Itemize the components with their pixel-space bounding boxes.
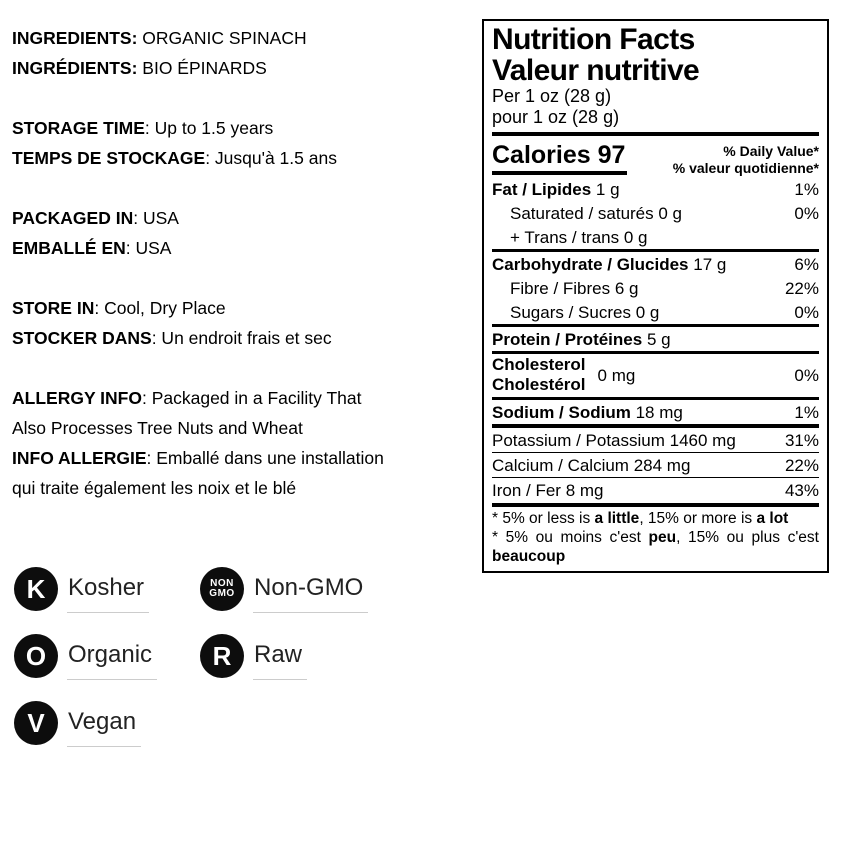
nutrient-row-protein (492, 324, 819, 351)
info-label: ALLERGY INFO (12, 388, 142, 408)
nutrient-name: Fat / Lipides 1 g (492, 179, 620, 199)
info-label: STORAGE TIME (12, 118, 145, 138)
nutrition-facts-panel (482, 19, 829, 573)
info-value: : Up to 1.5 years (144, 118, 274, 138)
info-label: INGRÉDIENTS: (12, 58, 138, 78)
nutrient-dv: 1% (794, 179, 819, 199)
nutrient-row-cholesterol (492, 351, 819, 397)
packaged-in-line-fr (12, 233, 478, 263)
info-value: : Un endroit frais et sec (151, 328, 332, 348)
dv-header-fr: % valeur quotidienne* (672, 160, 819, 176)
store-in-line-fr (12, 323, 478, 353)
nft-title-en: Nutrition Facts (492, 23, 695, 56)
info-value: : Jusqu'à 1.5 ans (205, 148, 337, 168)
storage-time-line-en (12, 113, 478, 143)
nutrient-row-iron (492, 477, 819, 502)
calories-row (492, 138, 819, 177)
nutrient-row-sugars (492, 300, 819, 324)
nutrient-dv: 1% (794, 402, 819, 422)
info-value: BIO ÉPINARDS (137, 58, 267, 78)
info-label: INGREDIENTS: (12, 28, 138, 48)
nutrient-name: Potassium / Potassium 1460 mg (492, 430, 736, 450)
ingredients-line-en (12, 23, 478, 53)
badge-label: Organic (67, 641, 157, 680)
info-label: EMBALLÉ EN (12, 238, 126, 258)
nutrient-row-trans (492, 225, 819, 249)
badge-non-gmo (200, 566, 368, 612)
store-in-line-en (12, 293, 478, 323)
daily-value-header (673, 141, 819, 177)
badge-vegan (14, 700, 200, 746)
allergy-info-wrap-fr (12, 473, 478, 503)
nutrient-row-saturated (492, 201, 819, 225)
info-value: : USA (125, 238, 172, 258)
packaged-in-line-en (12, 203, 478, 233)
badge-label: Kosher (67, 574, 149, 613)
nutrient-row-potassium (492, 424, 819, 452)
info-value: Also Processes Tree Nuts and Wheat (12, 418, 303, 438)
nutrient-amount: 0 mg (597, 365, 636, 385)
badge-kosher (14, 566, 200, 612)
info-label: INFO ALLERGIE (12, 448, 147, 468)
allergy-info-line-en (12, 383, 478, 413)
info-value: : Emballé dans une installation (146, 448, 384, 468)
nutrient-name: Iron / Fer 8 mg (492, 480, 604, 500)
info-value: ORGANIC SPINACH (137, 28, 307, 48)
allergy-info-wrap-en (12, 413, 478, 443)
nutrient-dv: 22% (784, 455, 819, 475)
nutrient-name: Sodium / Sodium 18 mg (492, 402, 683, 422)
nutrient-row-carbohydrate (492, 249, 819, 276)
ingredients-line-fr (12, 53, 478, 83)
info-value: : Packaged in a Facility That (141, 388, 362, 408)
calories-number: 97 (597, 141, 626, 169)
badge-organic (14, 633, 200, 679)
nutrient-name: Protein / Protéines 5 g (492, 329, 671, 349)
serving-size-en: Per 1 oz (28 g) (492, 86, 612, 106)
nutrient-dv: 31% (784, 430, 819, 450)
nutrient-name: Carbohydrate / Glucides 17 g (492, 254, 727, 274)
nft-title-fr: Valeur nutritive (492, 54, 700, 87)
badge-label: Non-GMO (253, 574, 368, 613)
nutrient-dv: 0% (794, 365, 819, 385)
info-label: STOCKER DANS (12, 328, 152, 348)
raw-icon: R (200, 634, 244, 678)
footnote-en: * 5% or less is a little, 15% or more is a lot (492, 510, 789, 527)
info-value: : USA (133, 208, 179, 228)
nutrient-name: Sugars / Sucres 0 g (510, 302, 660, 322)
thick-divider (492, 132, 819, 136)
nutrient-dv: 0% (794, 302, 819, 322)
badge-label: Raw (253, 641, 307, 680)
nutrient-row-fat (492, 177, 819, 201)
serving-size-fr: pour 1 oz (28 g) (492, 107, 620, 127)
nutrient-dv: 6% (794, 254, 819, 274)
storage-time-line-fr (12, 143, 478, 173)
nutrient-dv: 0% (794, 203, 819, 223)
nutrient-name: Calcium / Calcium 284 mg (492, 455, 691, 475)
calories-label: Calories (492, 141, 591, 169)
dv-header-en: % Daily Value* (723, 143, 819, 159)
info-value: qui traite également les noix et le blé (12, 478, 297, 498)
non-gmo-icon: NON GMO (200, 567, 244, 611)
info-label: STORE IN (12, 298, 95, 318)
info-label: PACKAGED IN (12, 208, 134, 228)
kosher-icon: K (14, 567, 58, 611)
nutrient-name: Fibre / Fibres 6 g (510, 278, 639, 298)
nutrient-dv: 22% (784, 278, 819, 298)
info-value: : Cool, Dry Place (94, 298, 226, 318)
calories-value (492, 141, 627, 175)
nutrient-dv: 43% (784, 480, 819, 500)
organic-icon: O (14, 634, 58, 678)
allergy-info-line-fr (12, 443, 478, 473)
nutrient-row-sodium (492, 397, 819, 424)
footnote-fr: * 5% ou moins c'est peu, 15% ou plus c'est beaucoup (492, 529, 819, 565)
vegan-icon: V (14, 701, 58, 745)
nutrient-name: Saturated / saturés 0 g (510, 203, 683, 223)
nutrient-name: Cholesterol Cholestérol (492, 355, 586, 394)
nutrient-row-calcium (492, 452, 819, 477)
badge-label: Vegan (67, 708, 141, 747)
certification-badges (14, 566, 368, 746)
footnote (492, 503, 819, 566)
info-label: TEMPS DE STOCKAGE (12, 148, 206, 168)
nutrient-name: + Trans / trans 0 g (510, 227, 648, 247)
nutrient-row-fibre (492, 276, 819, 300)
badge-raw (200, 633, 368, 679)
product-info (12, 23, 478, 503)
